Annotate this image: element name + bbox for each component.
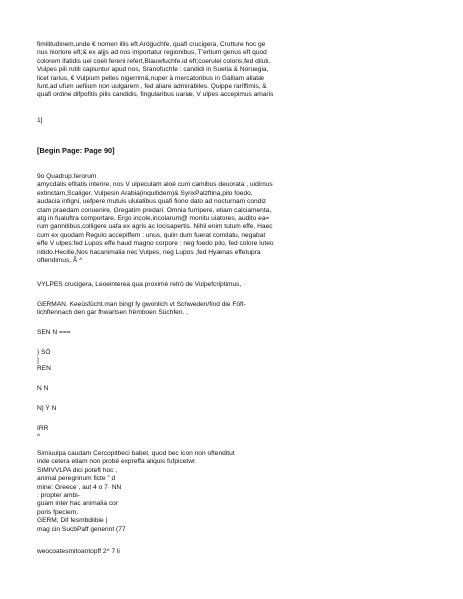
text-line: lichftennach den gar fhwartsen frëmboen Süchfen. ,	[37, 309, 189, 317]
text-line: mag cin SucbPaff genennt (77	[37, 525, 126, 533]
text-line: inde cetera etiam non probé expreffa aliquis fufpicetwr.	[37, 458, 197, 466]
vylpes-line: VYLPES crucigera, Leoeinterea qua proximé retrò de Vulpefcriptimus, ·	[37, 281, 246, 288]
begin-page-marker: [Begin Page: Page 90]	[37, 146, 115, 155]
fragment: ]	[37, 357, 39, 364]
text-line: amycdalis efitatis interire, nos V ulpeculam aloé cum camibus deuorata , uidimus	[37, 181, 273, 189]
text-line: colorem ifatidis uel coeli fereni refert,Blauwfuchfe.id eft;coerulei coloris,fed diluti.	[37, 57, 271, 65]
text-line: Vulpes pili rutili capiuntur apud nos, Sranofuchfe : candidi in Suetia & Noruegia,	[37, 66, 269, 74]
text-line: animal peregrinum ficte " d	[37, 475, 116, 483]
fragment: N] Ÿ N	[37, 405, 57, 412]
text-line: Simiuulpa caudam Cercopitbeci babet, quod bec icon non oftenditut	[37, 450, 235, 457]
fragment: IRR	[37, 425, 49, 432]
text-line: GERMAN. Keeüsfücht.man bingt fy gwonlich vt Schweden/find die Föft-	[37, 301, 246, 308]
text-line: quafi ordine difpofitis pilis candidis, fingularibus uariæ, V ulpes accepimus amaris	[37, 91, 274, 99]
text-line: extinctam,Scaliger. Vulpesin Arabia(inquitidem)& SyrixPalzftina,pilo foedo,	[37, 189, 253, 197]
text-line: ctam praedam conuenire, Gregatim predari. Omnia furripere, etiam calciamenta,	[37, 206, 272, 214]
fragment: N N	[37, 385, 49, 392]
text-line: oftendimus, Â ^	[37, 256, 83, 264]
text-line: audacia infigni, uefpere mutuis ululatibus quafi fiono dato ad nocturnam condiz	[37, 198, 267, 206]
text-line: SIMIVVLPA dici poteft hoc ,	[37, 466, 118, 474]
last-line: weocoatesmitoantopff 2^ 7 li	[37, 548, 120, 555]
fragment: REN	[37, 365, 51, 372]
german-block	[37, 301, 437, 318]
bracket-marker: 1]	[37, 117, 43, 124]
page-heading: 9o Quadrup.ferorum	[37, 173, 97, 180]
text-line: cum ex quodam Regulo accepiffem : unus, quiin dum fuerat comitatu, negabat	[37, 231, 266, 239]
text-line: funt,ad ufum uefiium non uulgarem , fed aliare admirabiles. Quippe rariffimis, &	[37, 82, 267, 90]
text-line: guam inter hac animalia cor	[37, 500, 118, 508]
text-line: atg in fualuftra comportare, Ergo incole,incolarum@ monitu uiatores, audito ea=	[37, 214, 270, 222]
paragraph-1	[37, 41, 437, 100]
text-line: GERM, Dif fesmbdiibie |	[37, 517, 108, 525]
text-line: nus niorlore eft;& ex aljjs ad nos importatur regionibus, T'ertium genus eft quod	[37, 49, 267, 57]
sen-line: SEN N ===	[37, 329, 71, 336]
text-line: rum gannitibus,colligere uafa ex agris ac locisapertis. Nihil enim tutum effe, Haec	[37, 223, 273, 231]
text-line: mine: Greece , aut 4 o 7· NN	[37, 483, 122, 491]
fragment: } SÖ	[37, 349, 51, 356]
text-line: effe V ulpes:fed Lupos effe haud magno corpore : neg foedo pilo, fed colore luteo	[37, 240, 274, 248]
text-line: licet rarius, € Vulpium pelles nigerrim&,nuper à mercatoribus in Galliam allatæ	[37, 74, 264, 82]
paragraph-3	[37, 450, 437, 534]
text-line: nitido.Hecille,Nos hacanimalia nec Vulpes, neg Lupos ,fed Hyænas effetupra	[37, 248, 261, 256]
fragment: ^	[37, 433, 41, 440]
text-line: : propter ambi-	[37, 491, 80, 499]
paragraph-2	[37, 173, 437, 265]
text-line: poris fpeciem.	[37, 508, 79, 516]
text-line: fimilitudinem,unde € nomen illis eft Aröguchfe, quafi crucigera, Crutture hoc ge	[37, 41, 266, 48]
